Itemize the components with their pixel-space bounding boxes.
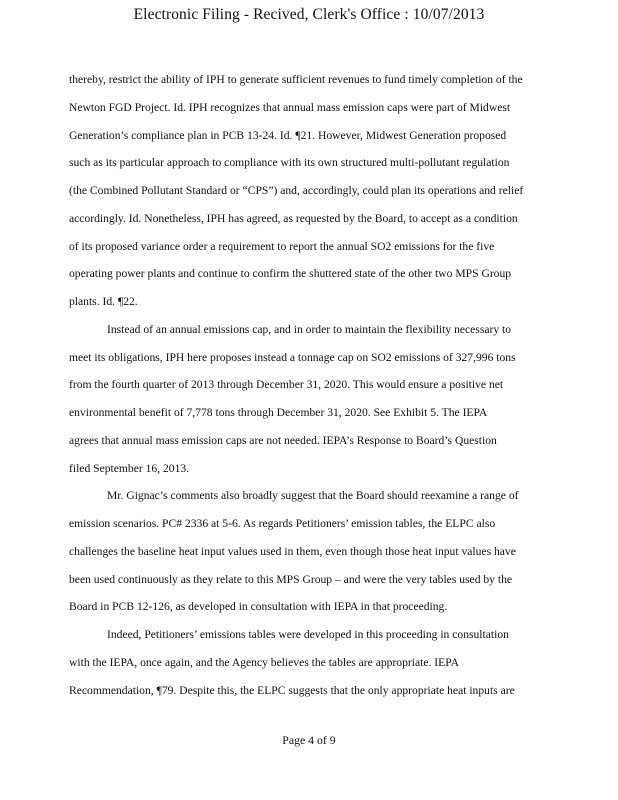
paragraph-first-line: Instead of an annual emissions cap, and in order to maintain the flexibility necessary to	[107, 322, 512, 336]
text-line: emission scenarios. PC# 2336 at 5-6. As regards Petitioners’ emission tables, the ELPC also	[69, 517, 496, 530]
text-line: from the fourth quarter of 2013 through December 31, 2020. This would ensure a positive net	[69, 378, 504, 392]
text-line: filed September 16, 2013.	[69, 461, 190, 475]
text-line: been used continuously as they relate to this MPS Group – and were the very tables used by the	[69, 572, 513, 586]
text-line: agrees that annual mass emission caps are not needed. IEPA’s Response to Board’s Question	[69, 433, 497, 447]
text-line: plants. Id. ¶22.	[69, 295, 138, 308]
page-number: Page 4 of 9	[282, 733, 336, 747]
text-line: thereby, restrict the ability of IPH to generate sufficient revenues to fund timely completion of the	[69, 73, 523, 86]
text-line: challenges the baseline heat input values used in them, even though those heat input values have	[69, 544, 516, 558]
text-line: Generation’s compliance plan in PCB 13-24. Id. ¶21. However, Midwest Generation proposed	[69, 128, 507, 142]
text-line: of its proposed variance order a requirement to report the annual SO2 emissions for the five	[69, 239, 495, 253]
electronic-filing-stamp: Electronic Filing - Recived, Clerk's Office : 10/07/2013	[133, 6, 485, 23]
paragraph-first-line: Mr. Gignac’s comments also broadly suggest that the Board should reexamine a range of	[107, 489, 519, 503]
text-line: meet its obligations, IPH here proposes instead a tonnage cap on SO2 emissions of 327,996 tons	[69, 350, 516, 364]
document-body	[69, 66, 569, 704]
text-line: environmental benefit of 7,778 tons through December 31, 2020. See Exhibit 5. The IEPA	[69, 406, 488, 419]
text-line: Board in PCB 12-126, as developed in consultation with IEPA in that proceeding.	[69, 600, 448, 614]
paragraph-first-line: Indeed, Petitioners’ emissions tables were developed in this proceeding in consultation	[107, 628, 509, 641]
text-line: Newton FGD Project. Id. IPH recognizes that annual mass emission caps were part of Midwest	[69, 100, 511, 114]
text-line: accordingly. Id. Nonetheless, IPH has agreed, as requested by the Board, to accept as a condition	[69, 211, 518, 225]
text-line: (the Combined Pollutant Standard or “CPS”) and, accordingly, could plan its operations and relief	[69, 184, 524, 197]
text-line: operating power plants and continue to confirm the shuttered state of the other two MPS Group	[69, 267, 512, 281]
text-line: such as its particular approach to compliance with its own structured multi-pollutant regulation	[69, 156, 510, 170]
text-line: Recommendation, ¶79. Despite this, the ELPC suggests that the only appropriate heat inputs are	[69, 683, 515, 697]
text-line: with the IEPA, once again, and the Agency believes the tables are appropriate. IEPA	[69, 655, 459, 669]
